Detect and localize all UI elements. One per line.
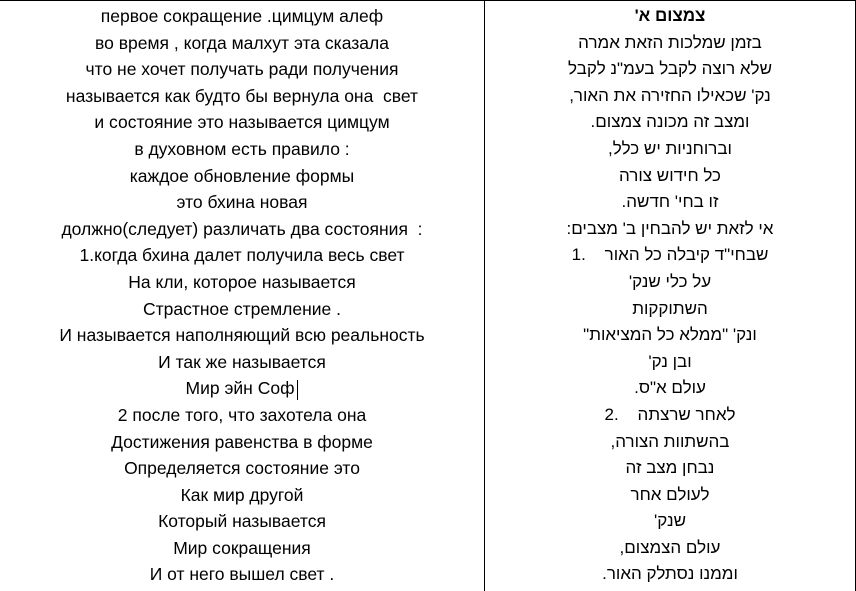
hebrew-line[interactable] (485, 482, 855, 509)
russian-line[interactable] (0, 163, 484, 190)
hebrew-line[interactable] (485, 508, 855, 535)
hebrew-line[interactable] (485, 455, 855, 482)
hebrew-line[interactable] (485, 269, 855, 296)
hebrew-line-text: שנק' (654, 511, 686, 531)
russian-line[interactable] (0, 56, 484, 83)
russian-line-text: каждое обновление формы (129, 165, 355, 186)
hebrew-line-text: וברוחניות יש כלל, (608, 138, 732, 158)
russian-line[interactable] (0, 455, 484, 482)
russian-line-text: И называется наполняющий всю реальность (59, 325, 425, 346)
russian-line-text: И от него вышел свет . (149, 564, 335, 585)
hebrew-line-text: ומצב זה מכונה צמצום. (590, 112, 750, 132)
hebrew-line[interactable] (485, 349, 855, 376)
russian-line-text: 2 после того, что захотела она (117, 404, 367, 425)
hebrew-line[interactable] (485, 216, 855, 243)
russian-line[interactable] (0, 30, 484, 57)
hebrew-line-text: על כלי שנק' (628, 271, 712, 291)
hebrew-line[interactable] (485, 163, 855, 190)
hebrew-line[interactable] (485, 242, 855, 269)
hebrew-line-text: בזמן שמלכות הזאת אמרה (578, 32, 762, 52)
russian-line-text: должно(следует) различать два состояния : (61, 218, 423, 239)
russian-line[interactable] (0, 322, 484, 349)
hebrew-line[interactable] (485, 561, 855, 588)
russian-line-text: Мир сокращения (173, 537, 311, 558)
russian-line-text: и состояние это называется цимцум (94, 112, 390, 133)
hebrew-line[interactable] (485, 429, 855, 456)
hebrew-line-text: אי לזאת יש להבחין ב' מצבים: (566, 218, 774, 238)
russian-column (0, 1, 485, 591)
hebrew-line-text: שלא רוצה לקבל בעמ"נ לקבל (568, 59, 772, 79)
russian-line[interactable] (0, 535, 484, 562)
hebrew-line-text: בהשתוות הצורה, (610, 431, 730, 451)
russian-line-text: в духовном есть правило : (134, 138, 350, 159)
russian-line[interactable] (0, 216, 484, 243)
hebrew-line-text: לעולם אחר (630, 484, 710, 504)
hebrew-column (485, 1, 856, 591)
russian-line[interactable] (0, 429, 484, 456)
hebrew-line-text: נבחן מצב זה (625, 458, 715, 478)
hebrew-line-text: השתוקקות (632, 298, 708, 318)
russian-line[interactable] (0, 561, 484, 588)
hebrew-line[interactable] (485, 56, 855, 83)
text-cursor (297, 380, 298, 400)
russian-line[interactable] (0, 402, 484, 429)
russian-line-text: это бхина новая (176, 192, 308, 213)
hebrew-line-text: ובן נק' (648, 351, 692, 371)
russian-line-text: первое сокращение .цимцум алеф (100, 6, 384, 26)
hebrew-line[interactable] (485, 136, 855, 163)
russian-line[interactable] (0, 508, 484, 535)
russian-line[interactable] (0, 3, 484, 30)
hebrew-line-text: צמצום א' (634, 6, 706, 25)
hebrew-line[interactable] (485, 109, 855, 136)
russian-line[interactable] (0, 109, 484, 136)
russian-line-text: что не хочет получать ради получения (85, 59, 399, 80)
hebrew-line[interactable] (485, 30, 855, 57)
russian-line[interactable] (0, 296, 484, 323)
russian-line-text: И так же называется (158, 351, 326, 372)
hebrew-line-text: שבחי"ד קיבלה כל האור .1 (571, 245, 769, 265)
hebrew-line[interactable] (485, 322, 855, 349)
russian-line[interactable] (0, 482, 484, 509)
hebrew-line-text: כל חידוש צורה (619, 165, 721, 185)
hebrew-line-text: עולם א"ס. (634, 378, 706, 398)
hebrew-line-text: עולם הצמצום, (619, 537, 721, 557)
russian-line[interactable] (0, 269, 484, 296)
russian-line[interactable] (0, 136, 484, 163)
hebrew-line[interactable] (485, 535, 855, 562)
hebrew-line-text: נק' שכאילו החזירה את האור, (569, 85, 771, 105)
hebrew-line-text: ונק' "ממלא כל המציאות" (583, 325, 757, 345)
russian-line-text: Как мир другой (180, 484, 304, 505)
hebrew-line[interactable] (485, 83, 855, 110)
russian-line-text: Достижения равенства в форме (111, 431, 373, 452)
russian-line[interactable] (0, 83, 484, 110)
hebrew-line[interactable] (485, 296, 855, 323)
hebrew-line[interactable] (485, 402, 855, 429)
russian-line-text: Определяется состояние это (124, 458, 360, 479)
russian-line-text: Мир эйн Соф (185, 378, 295, 399)
russian-line-text: 1.когда бхина далет получила весь свет (79, 245, 405, 266)
russian-line[interactable] (0, 242, 484, 269)
russian-line-text: во время , когда малхут эта сказала (95, 32, 389, 53)
russian-line-text: На кли, которое называется (128, 271, 356, 292)
russian-line[interactable] (0, 189, 484, 216)
russian-line-text: Который называется (158, 511, 326, 532)
russian-line-text: Страстное стремление . (143, 298, 341, 319)
hebrew-line[interactable] (485, 3, 855, 30)
hebrew-line-text: וממנו נסתלק האור. (602, 564, 738, 584)
hebrew-line-text: לאחר שרצתה .2 (604, 404, 736, 424)
hebrew-line-text: זו בחי' חדשה. (621, 192, 719, 212)
hebrew-line[interactable] (485, 375, 855, 402)
russian-line-text: называется как будто бы вернула она свет (65, 85, 419, 106)
russian-line[interactable] (0, 375, 484, 402)
hebrew-line[interactable] (485, 189, 855, 216)
russian-line[interactable] (0, 349, 484, 376)
